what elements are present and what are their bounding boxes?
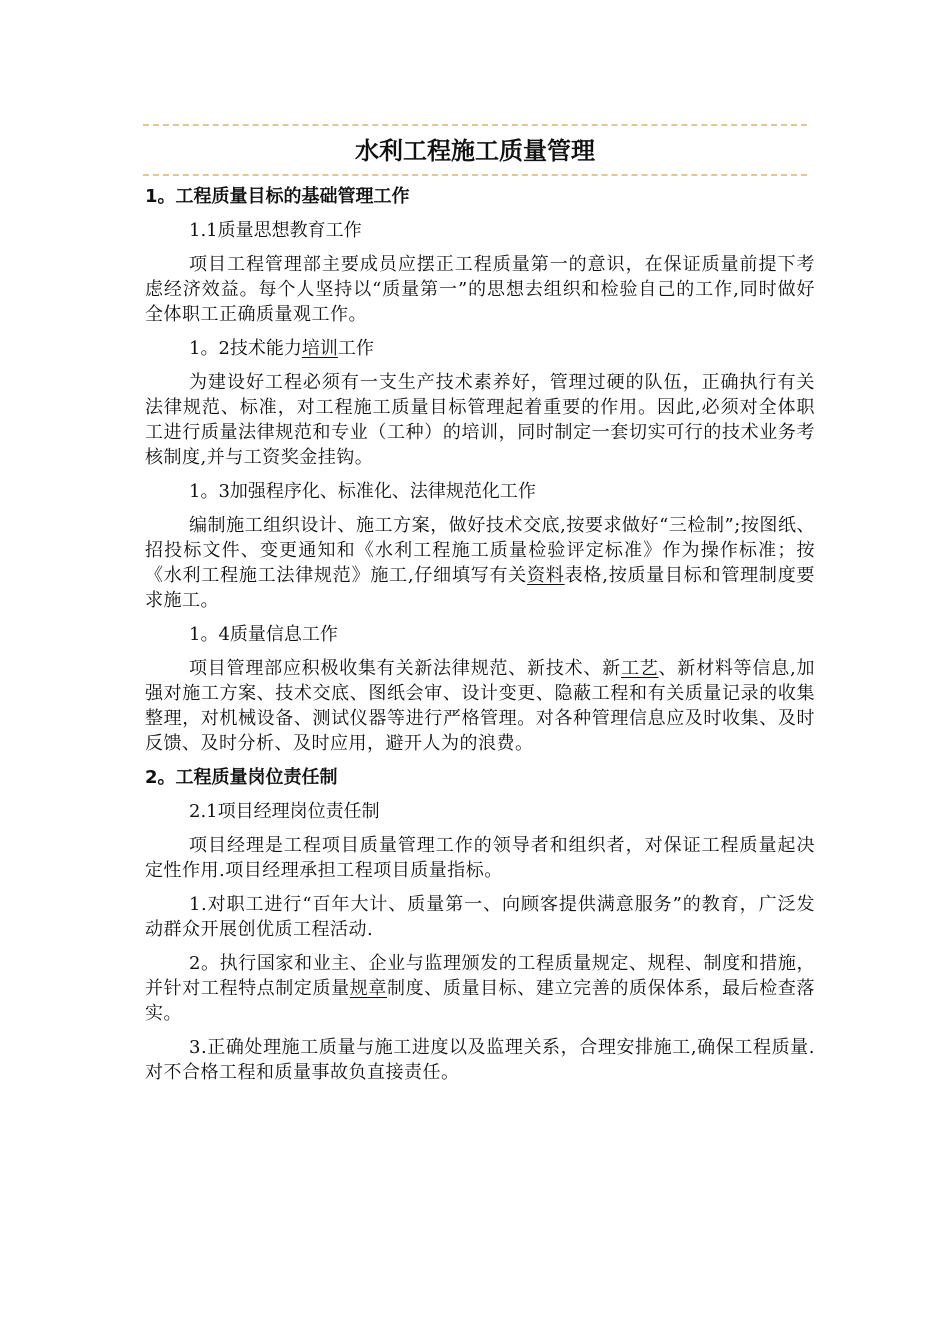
- materials-link[interactable]: 资料: [527, 565, 565, 586]
- heading-text: 1。2技术能力: [189, 338, 302, 359]
- heading-text: 1.1质量思想教育工作: [189, 220, 362, 241]
- craft-link[interactable]: 工艺: [620, 658, 659, 679]
- paragraph-1-2: [145, 370, 815, 470]
- list-item-2-1-1: [145, 892, 815, 942]
- paragraph-2-1: [145, 833, 815, 883]
- paragraph-1-4: [145, 656, 815, 756]
- document-body: [145, 184, 815, 1094]
- training-link[interactable]: 培训: [301, 338, 338, 359]
- paragraph-text: 为建设好工程必须有一支生产技术素养好，管理过硬的队伍，正确执行有关法律规范、标准，对工程施工质量目标管理起着重要的作用。因此,必须对全体职工进行质量法律规范和专业（工种）的培训，同时制定一套切实可行的技术业务考核制度,并与工资奖金挂钩。: [145, 372, 815, 468]
- heading-text: 2.1项目经理岗位责任制: [189, 801, 380, 822]
- heading-text: 1。4质量信息工作: [189, 624, 338, 645]
- list-item-text: 1.对职工进行“百年大计、质量第一、向顾客提供满意服务”的教育，广泛发动群众开展创优质工程活动.: [145, 894, 815, 940]
- list-item-2-1-2: [145, 951, 815, 1026]
- regulations-link[interactable]: 规章: [349, 978, 387, 999]
- section-heading-2: 2。工程质量岗位责任制: [145, 767, 338, 788]
- heading-text-tail: 工作: [337, 338, 374, 359]
- paragraph-text-tail: 表格,按质量目标和管理制度要求施工。: [145, 565, 815, 611]
- paragraph-1-3: [145, 513, 815, 613]
- list-item-2-1-3: [145, 1035, 815, 1085]
- subsection-heading-2-1: [145, 799, 815, 824]
- subsection-heading-1-2: [145, 336, 815, 361]
- list-item-text: 3.正确处理施工质量与施工进度以及监理关系，合理安排施工,确保工程质量.对不合格工程和质量事故负直接责任。: [145, 1037, 815, 1083]
- subsection-heading-1-4: [145, 622, 815, 647]
- title-top-divider: [143, 124, 807, 126]
- document-title: 水利工程施工质量管理: [355, 137, 595, 165]
- subsection-heading-1-3: [145, 479, 815, 504]
- list-item-text: 2。执行国家和业主、企业与监理颁发的工程质量规定、规程、制度和措施，并针对工程特点制定质量: [145, 953, 815, 999]
- paragraph-text-tail: 、新材料等信息,加强对施工方案、技术交底、图纸会审、设计变更、隐蔽工程和有关质量记录的收集整理，对机械设备、测试仪器等进行严格管理。对各种管理信息应及时收集、及时反馈、及时分析、及时应用，避开人为的浪费。: [145, 658, 815, 754]
- subsection-heading-1-1: [145, 218, 815, 243]
- section-heading-1: 1。工程质量目标的基础管理工作: [145, 186, 410, 207]
- paragraph-text: 项目管理部应积极收集有关新法律规范、新技术、新: [189, 658, 621, 679]
- paragraph-text: 项目经理是工程项目质量管理工作的领导者和组织者，对保证工程质量起决定性作用.项目经理承担工程项目质量指标。: [145, 835, 815, 881]
- paragraph-text: 编制施工组织设计、施工方案，做好技术交底,按要求做好“三检制”;按图纸、招投标文件、变更通知和《水利工程施工质量检验评定标准》作为操作标准；按《水利工程施工法律规范》施工,仔细填写有关: [145, 515, 815, 586]
- paragraph-text: 项目工程管理部主要成员应摆正工程质量第一的意识，在保证质量前提下考虑经济效益。每个人坚持以“质量第一”的思想去组织和检验自己的工作,同时做好全体职工正确质量观工作。: [145, 254, 815, 325]
- heading-text: 1。3加强程序化、标准化、法律规范化工作: [189, 481, 536, 502]
- paragraph-1-1: [145, 252, 815, 327]
- title-bottom-divider: [143, 174, 807, 176]
- list-item-text-tail: 制度、质量目标、建立完善的质保体系，最后检查落实。: [145, 978, 816, 1024]
